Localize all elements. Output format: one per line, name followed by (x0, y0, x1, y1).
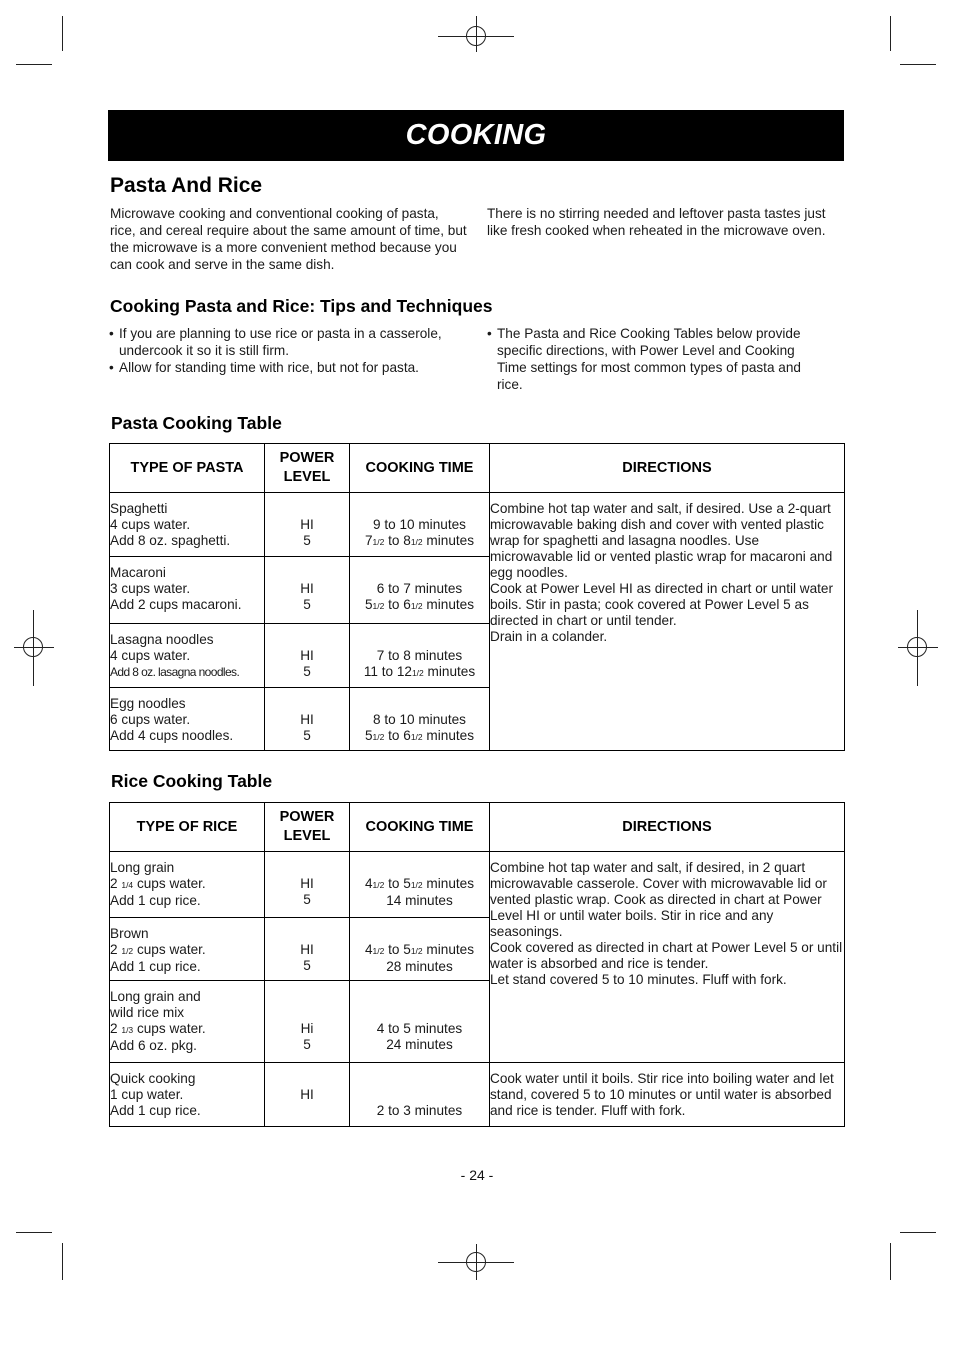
cooking-time: 24 minutes (386, 1037, 453, 1052)
page-number: - 24 - (460, 1167, 494, 1183)
table-row (110, 1063, 845, 1127)
pasta-directions: Drain in a colander. (490, 629, 608, 644)
tip-item: • If you are planning to use rice or pasta in a casserole, undercook it so it is still firm. (109, 325, 469, 359)
power-level: 5 (303, 1037, 311, 1052)
pasta-water: 4 cups water. (110, 648, 191, 663)
cooking-time: 4 to 5 minutes (376, 1021, 463, 1036)
intro-right: There is no stirring needed and leftover pasta tastes just like fresh cooked when reheated in the microwave oven. (487, 206, 826, 238)
cooking-time: 41/2 to 51/2 minutes (364, 942, 475, 957)
intro-left: Microwave cooking and conventional cooking of pasta, rice, and cereal require about the same amount of time, but the microwave is a more convenient method because you can cook and serve in the same dish. (110, 206, 467, 272)
cooking-time: 71/2 to 81/2 minutes (364, 533, 475, 548)
tip-item: • The Pasta and Rice Cooking Tables below provide specific directions, with Power Level and Cooking Time settings for most common types of pasta and rice. (487, 325, 827, 393)
power-level: HI (300, 648, 314, 663)
rice-type-name: Quick cooking (110, 1071, 196, 1086)
pasta-directions: Combine hot tap water and salt, if desired. Use a 2-quart microwavable baking dish and cover with vented plastic wrap for spaghetti and lasagna noodles. Use microwavable lid or vented plastic wrap for macaroni and egg noodles. (490, 501, 833, 580)
rice-table-title: Rice Cooking Table (111, 771, 273, 791)
power-level: Hi (300, 1021, 314, 1036)
rice-directions-quick: Cook water until it boils. Stir rice into boiling water and let stand, covered 5 to 10 minutes or until water is absorbed and rice is tender. Fluff with fork. (490, 1071, 834, 1118)
pasta-water: 4 cups water. (110, 517, 191, 532)
column-header: COOKING TIME (350, 444, 490, 493)
pasta-type-name: Lasagna noodles (110, 632, 214, 647)
table-header-row (110, 803, 845, 852)
pasta-directions: Cook at Power Level HI as directed in chart or until water boils. Stir in pasta; cook covered at Power Level 5 as directed in chart or until tender. (490, 581, 834, 628)
rice-cooking-table (109, 802, 845, 1127)
tips-list-right (487, 325, 827, 393)
rice-amount: Add 1 cup rice. (110, 1103, 201, 1118)
table-row (110, 852, 845, 918)
power-level: 5 (303, 958, 311, 973)
column-header: TYPE OF PASTA (110, 444, 265, 493)
rice-amount: Add 1 cup rice. (110, 959, 201, 974)
tips-title: Cooking Pasta and Rice: Tips and Techniques (110, 296, 493, 316)
cooking-time: 41/2 to 51/2 minutes (364, 876, 475, 891)
cooking-time: 7 to 8 minutes (376, 648, 463, 663)
pasta-water: 3 cups water. (110, 581, 191, 596)
column-header: POWER LEVEL (265, 803, 350, 852)
rice-type-name: Brown (110, 926, 149, 941)
rice-directions: Cook covered as directed in chart at Power Level 5 or until water is absorbed and rice is tender. (490, 940, 843, 971)
power-level: 5 (303, 892, 311, 907)
pasta-type-name: Macaroni (110, 565, 166, 580)
power-level: HI (300, 517, 314, 532)
tip-item: • Allow for standing time with rice, but not for pasta. (109, 359, 469, 376)
power-level: HI (300, 581, 314, 596)
cooking-time: 14 minutes (386, 893, 453, 908)
power-level: 5 (303, 597, 311, 612)
column-header: DIRECTIONS (490, 444, 845, 493)
rice-type-name: wild rice mix (110, 1005, 185, 1020)
rice-amount: Add 6 oz. pkg. (110, 1038, 197, 1053)
cooking-time: 8 to 10 minutes (373, 712, 466, 727)
rice-water: 2 1/3 cups water. (110, 1021, 206, 1036)
column-header: COOKING TIME (350, 803, 490, 852)
pasta-type-name: Spaghetti (110, 501, 168, 516)
table-row (110, 493, 845, 557)
page-title: COOKING (405, 119, 547, 151)
cooking-time: 28 minutes (386, 959, 453, 974)
rice-water: 2 1/2 cups water. (110, 942, 206, 957)
column-header: POWER LEVEL (265, 444, 350, 493)
power-level: HI (300, 942, 314, 957)
rice-directions: Combine hot tap water and salt, if desired, in 2 quart microwavable casserole. Cover with microwavable lid or vented plastic wrap. Cook as directed in chart at Power Level HI or until water boils. Stir in rice and any seasonings. (490, 860, 827, 939)
cooking-time: 51/2 to 61/2 minutes (364, 597, 475, 612)
header-banner (108, 110, 844, 161)
power-level: HI (300, 712, 314, 727)
cooking-time: 2 to 3 minutes (376, 1103, 463, 1118)
pasta-amount: Add 8 oz. lasagna noodles. (110, 665, 240, 679)
power-level: HI (300, 1087, 314, 1102)
rice-type-name: Long grain (110, 860, 175, 875)
pasta-water: 6 cups water. (110, 712, 191, 727)
cooking-time: 51/2 to 61/2 minutes (364, 728, 475, 743)
section-title: Pasta And Rice (110, 174, 263, 197)
pasta-type-name: Egg noodles (110, 696, 186, 711)
pasta-amount: Add 4 cups noodles. (110, 728, 234, 743)
pasta-amount: Add 8 oz. spaghetti. (110, 533, 231, 548)
power-level: 5 (303, 533, 311, 548)
rice-water: 1 cup water. (110, 1087, 184, 1102)
column-header: TYPE OF RICE (110, 803, 265, 852)
table-header-row (110, 444, 845, 493)
pasta-amount: Add 2 cups macaroni. (110, 597, 242, 612)
column-header: DIRECTIONS (490, 803, 845, 852)
cooking-time: 9 to 10 minutes (373, 517, 466, 532)
rice-amount: Add 1 cup rice. (110, 893, 201, 908)
rice-directions: Let stand covered 5 to 10 minutes. Fluff with fork. (490, 972, 787, 987)
power-level: HI (300, 876, 314, 891)
cooking-time: 6 to 7 minutes (376, 581, 463, 596)
pasta-table-title: Pasta Cooking Table (111, 413, 282, 433)
pasta-cooking-table (109, 443, 845, 751)
rice-water: 2 1/4 cups water. (110, 876, 206, 891)
power-level: 5 (303, 664, 311, 679)
power-level: 5 (303, 728, 311, 743)
rice-type-name: Long grain and (110, 989, 201, 1004)
tips-list-left (109, 325, 469, 376)
cooking-time: 11 to 121/2 minutes (363, 664, 476, 679)
